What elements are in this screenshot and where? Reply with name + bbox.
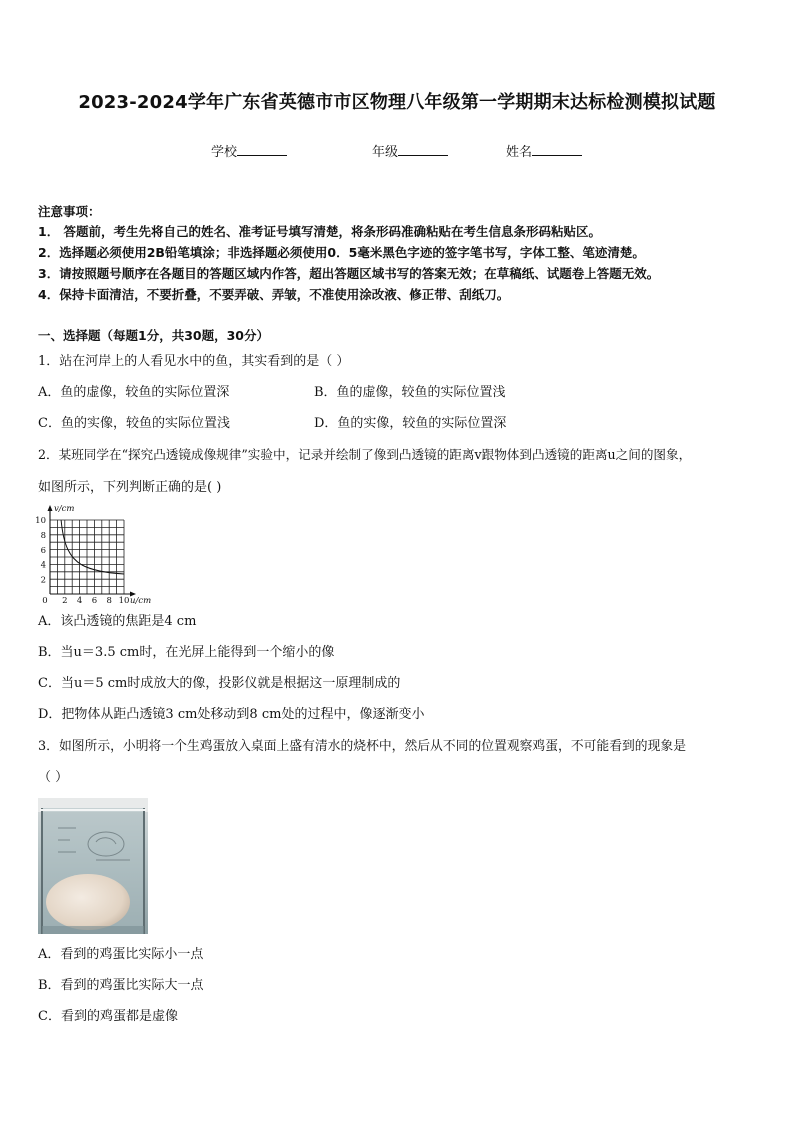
graph-x-tick: 4	[76, 596, 83, 606]
grade-label: 年级	[372, 145, 399, 160]
question-3-stem-line-1: 3．如图所示，小明将一个生鸡蛋放入桌面上盛有清水的烧杯中，然后从不同的位置观察鸡蛋，不可能看到的现象是	[38, 739, 686, 754]
question-2-option-d: D．把物体从距凸透镜3 cm处移动到8 cm处的过程中，像逐渐变小	[38, 707, 425, 722]
name-blank	[532, 143, 582, 156]
question-2-option-a: A．该凸透镜的焦距是4 cm	[38, 614, 197, 629]
graph-y-tick: 4	[40, 560, 46, 571]
egg-in-beaker-photo	[38, 798, 148, 934]
note-item: 1． 答题前，考生先将自己的姓名、准考证号填写清楚，将条形码准确粘贴在考生信息条形码粘贴区。	[38, 224, 602, 239]
note-item: 3．请按照题号顺序在各题目的答题区域内作答，超出答题区域书写的答案无效；在草稿纸、试题卷上答题无效。	[38, 266, 660, 281]
school-field	[211, 141, 287, 160]
question-1-option-a: A．鱼的虚像，较鱼的实际位置深	[38, 385, 230, 400]
question-2-option-c: C．当u＝5 cm时成放大的像，投影仪就是根据这一原理制成的	[38, 676, 401, 691]
question-1-stem: 1．站在河岸上的人看见水中的鱼，其实看到的是（ ）	[38, 354, 350, 369]
question-3-option-a: A．看到的鸡蛋比实际小一点	[38, 947, 204, 962]
graph-y-axis-label: v/cm	[54, 504, 75, 514]
question-2-stem-line-2: 如图所示，下列判断正确的是( )	[38, 480, 222, 495]
graph-x-tick: 6	[91, 596, 98, 606]
graph-x-tick: 2	[62, 596, 68, 606]
question-3-option-b: B．看到的鸡蛋比实际大一点	[38, 978, 204, 993]
v-u-graph	[30, 503, 160, 608]
grade-field	[372, 141, 448, 160]
question-2-stem-line-1: 2．某班同学在“探究凸透镜成像规律”实验中，记录并绘制了像到凸透镜的距离v跟物体到凸透镜的距离u之间的图象，	[38, 447, 692, 462]
name-field	[506, 141, 582, 160]
exam-title: 2023-2024学年广东省英德市市区物理八年级第一学期期末达标检测模拟试题	[78, 92, 716, 113]
graph-axes	[48, 505, 137, 597]
graph-y-tick: 2	[40, 575, 46, 586]
graph-curve	[61, 520, 124, 574]
notes-heading: 注意事项：	[38, 204, 101, 219]
question-3-stem-line-2: （ ）	[38, 770, 69, 785]
question-2-option-b: B．当u＝3.5 cm时，在光屏上能得到一个缩小的像	[38, 645, 335, 660]
question-1-option-b: B．鱼的虚像，较鱼的实际位置浅	[314, 385, 506, 400]
graph-y-tick: 8	[40, 531, 46, 541]
name-label: 姓名	[506, 145, 533, 160]
school-blank	[237, 143, 287, 156]
graph-x-tick: 0	[42, 596, 48, 606]
school-label: 学校	[211, 145, 238, 160]
graph-y-tick: 6	[40, 546, 46, 556]
graph-x-tick: 10	[118, 596, 130, 606]
graph-x-tick: 8	[106, 596, 112, 606]
graph-grid	[50, 520, 124, 594]
question-1-option-d: D．鱼的实像，较鱼的实际位置深	[314, 416, 507, 431]
graph-y-tick: 10	[35, 516, 46, 526]
grade-blank	[398, 143, 448, 156]
question-1-option-c: C．鱼的实像，较鱼的实际位置浅	[38, 416, 230, 431]
note-item: 4．保持卡面清洁，不要折叠，不要弄破、弄皱，不准使用涂改液、修正带、刮纸刀。	[38, 287, 510, 302]
question-3-option-c: C．看到的鸡蛋都是虚像	[38, 1009, 178, 1024]
graph-x-axis-label: u/cm	[130, 596, 152, 606]
section-heading: 一、选择题（每题1分，共30题，30分）	[38, 328, 269, 343]
student-info-row	[0, 141, 794, 161]
note-item: 2．选择题必须使用2B铅笔填涂；非选择题必须使用0．5毫米黑色字迹的签字笔书写，字体工整、笔迹清楚。	[38, 245, 645, 260]
egg	[46, 874, 130, 930]
